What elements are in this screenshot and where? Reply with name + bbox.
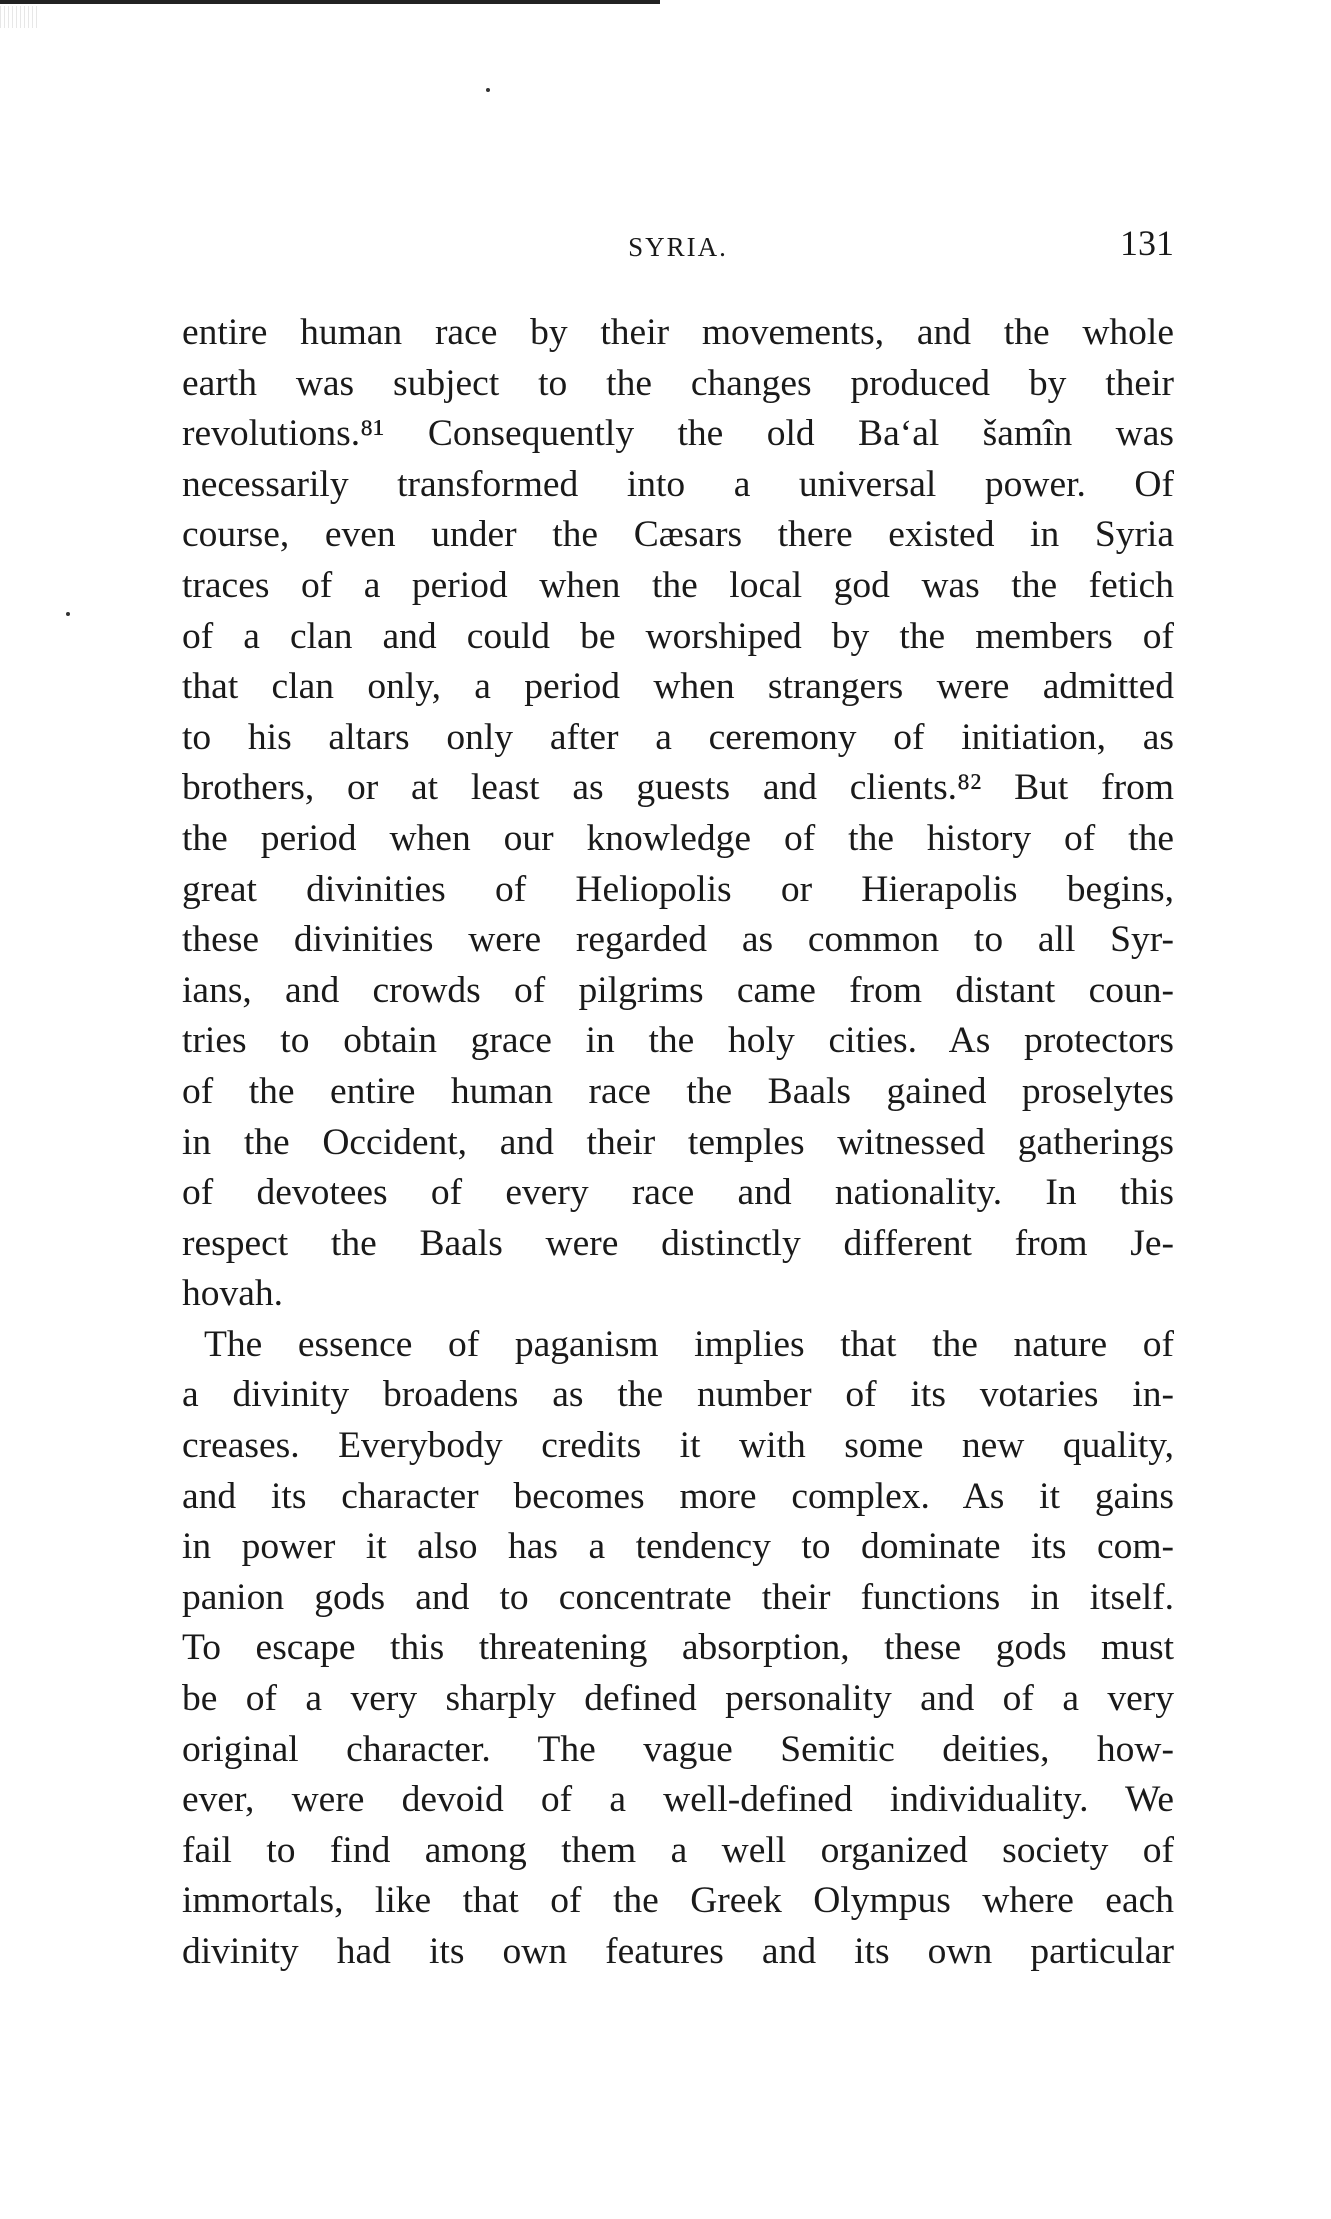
text-line: The essence of paganism implies that the nature of — [204, 1323, 1174, 1365]
running-head — [182, 222, 1174, 272]
scan-speckle — [0, 6, 40, 28]
text-line: hovah. — [182, 1273, 284, 1315]
text-line: ever, were devoid of a well-defined individuality. We — [182, 1779, 1174, 1821]
text-line: course, even under the Cæsars there existed in Syria — [182, 514, 1174, 556]
text-line: panion gods and to concentrate their functions in itself. — [182, 1576, 1174, 1618]
text-line: brothers, or at least as guests and clients.⁸² But from — [182, 767, 1174, 809]
text-line: original character. The vague Semitic deities, how- — [182, 1728, 1174, 1770]
page-number: 131 — [1120, 223, 1174, 263]
text-line: immortals, like that of the Greek Olympus where each — [182, 1880, 1174, 1922]
text-line: ians, and crowds of pilgrims came from distant coun- — [182, 969, 1174, 1011]
text-line: respect the Baals were distinctly different from Je- — [182, 1222, 1174, 1264]
text-line: traces of a period when the local god was the fetich — [182, 564, 1174, 606]
text-line: in power it also has a tendency to dominate its com- — [182, 1526, 1174, 1568]
text-line: divinity had its own features and its own particular — [182, 1931, 1174, 1972]
scan-dot — [66, 612, 70, 616]
text-line: be of a very sharply defined personality and of a very — [182, 1678, 1174, 1720]
text-line: revolutions.⁸¹ Consequently the old Ba‘al šamîn was — [182, 413, 1174, 455]
text-line: fail to find among them a well organized society of — [182, 1829, 1174, 1871]
paragraph — [182, 308, 1174, 1320]
paragraph — [182, 1320, 1174, 1978]
text-line: the period when our knowledge of the history of the — [182, 817, 1174, 859]
text-line: necessarily transformed into a universal power. Of — [182, 463, 1174, 505]
text-line: of the entire human race the Baals gained proselytes — [182, 1070, 1174, 1112]
scan-dot — [486, 88, 490, 92]
top-edge-rule — [0, 0, 660, 4]
text-line: great divinities of Heliopolis or Hierapolis begins, — [182, 868, 1174, 910]
text-line: these divinities were regarded as common to all Syr- — [182, 919, 1174, 961]
text-line: creases. Everybody credits it with some new quality, — [182, 1425, 1174, 1467]
text-line: that clan only, a period when strangers were admitted — [182, 666, 1174, 708]
text-line: and its character becomes more complex. As it gains — [182, 1475, 1174, 1517]
text-line: tries to obtain grace in the holy cities. As protectors — [182, 1020, 1174, 1062]
running-title: SYRIA. — [628, 232, 728, 262]
body-text — [182, 308, 1174, 1978]
text-line: a divinity broadens as the number of its votaries in- — [182, 1374, 1174, 1416]
text-line: in the Occident, and their temples witnessed gatherings — [182, 1121, 1174, 1163]
text-line: to his altars only after a ceremony of initiation, as — [182, 716, 1174, 758]
text-line: of a clan and could be worshiped by the members of — [182, 615, 1174, 657]
text-line: To escape this threatening absorption, these gods must — [182, 1627, 1174, 1669]
text-line: earth was subject to the changes produced by their — [182, 362, 1174, 404]
text-line: of devotees of every race and nationality. In this — [182, 1172, 1174, 1214]
text-line: entire human race by their movements, and the whole — [182, 312, 1174, 353]
